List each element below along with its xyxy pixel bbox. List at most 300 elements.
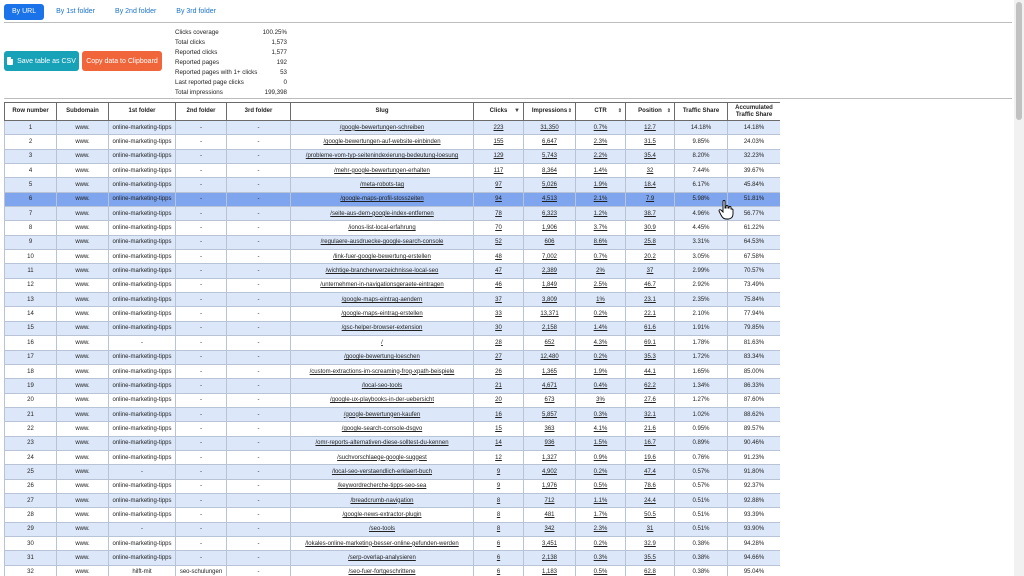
table-cell: 12 xyxy=(5,278,57,292)
table-cell: 38.7 xyxy=(626,207,675,221)
table-cell: - xyxy=(227,436,291,450)
table-row[interactable] xyxy=(5,221,781,235)
table-row[interactable] xyxy=(5,393,781,407)
table-cell: 1 xyxy=(5,121,57,135)
table-cell: 33 xyxy=(474,307,524,321)
save-csv-button[interactable] xyxy=(4,51,79,71)
table-cell: 8.6% xyxy=(576,235,626,249)
table-cell: 3.31% xyxy=(675,235,728,249)
table-cell: 93.39% xyxy=(728,508,781,522)
table-cell: 117 xyxy=(474,164,524,178)
table-cell: 5,743 xyxy=(524,149,576,163)
table-cell[interactable]: /lokales-online-marketing-besser-online-gefunden-werden xyxy=(291,536,474,550)
table-cell: 1.4% xyxy=(576,164,626,178)
table-cell: - xyxy=(227,422,291,436)
table-cell: www. xyxy=(57,479,109,493)
table-cell: - xyxy=(227,536,291,550)
table-cell[interactable]: /seite-aus-dem-google-index-entfernen xyxy=(291,207,474,221)
table-cell: 5,026 xyxy=(524,178,576,192)
table-cell: - xyxy=(176,135,227,149)
table-cell: - xyxy=(176,221,227,235)
table-cell: 2.10% xyxy=(675,307,728,321)
table-cell: www. xyxy=(57,250,109,264)
table-cell: online-marketing-tipps xyxy=(109,479,176,493)
table-cell[interactable]: /keywordrecherche-tipps-seo-sea xyxy=(291,479,474,493)
table-cell: www. xyxy=(57,192,109,206)
table-cell: online-marketing-tipps xyxy=(109,321,176,335)
column-header[interactable] xyxy=(474,103,524,121)
table-cell: 2.5% xyxy=(576,278,626,292)
table-cell: 24.03% xyxy=(728,135,781,149)
table-cell: - xyxy=(227,250,291,264)
table-cell: 2 xyxy=(5,135,57,149)
table-row[interactable] xyxy=(5,422,781,436)
table-cell: 79.85% xyxy=(728,321,781,335)
table-row[interactable] xyxy=(5,522,781,536)
table-cell: 673 xyxy=(524,393,576,407)
stat-value: 1,573 xyxy=(271,39,287,46)
column-header[interactable] xyxy=(626,103,675,121)
table-cell: 223 xyxy=(474,121,524,135)
table-cell: 1.2% xyxy=(576,207,626,221)
scrollbar-thumb[interactable] xyxy=(1016,2,1022,120)
table-cell[interactable]: /meta-robots-tag xyxy=(291,178,474,192)
table-row[interactable] xyxy=(5,336,781,350)
table-cell: 14.18% xyxy=(675,121,728,135)
table-cell: 92.37% xyxy=(728,479,781,493)
table-cell[interactable]: /google-bewertungen-schreiben xyxy=(291,121,474,135)
table-cell: 0.2% xyxy=(576,536,626,550)
table-cell: - xyxy=(176,235,227,249)
table-cell: - xyxy=(227,235,291,249)
table-row[interactable] xyxy=(5,508,781,522)
table-cell: - xyxy=(176,149,227,163)
table-row[interactable] xyxy=(5,407,781,421)
table-cell: 37 xyxy=(626,264,675,278)
table-row[interactable] xyxy=(5,436,781,450)
table-cell[interactable]: /local-seo-tools xyxy=(291,379,474,393)
table-cell: 78 xyxy=(474,207,524,221)
table-cell: 0.38% xyxy=(675,565,728,576)
table-cell: 31,350 xyxy=(524,121,576,135)
sort-icon[interactable]: ⇕ xyxy=(666,108,671,114)
table-cell[interactable]: /breadcrumb-navigation xyxy=(291,493,474,507)
table-cell[interactable]: /suchvorschlaege-google-suggest xyxy=(291,450,474,464)
sort-icon[interactable]: ⇕ xyxy=(617,108,622,114)
table-cell: - xyxy=(176,264,227,278)
table-row[interactable] xyxy=(5,164,781,178)
table-cell: - xyxy=(176,250,227,264)
stat-label: Last reported page clicks xyxy=(175,79,244,86)
table-cell: 6,647 xyxy=(524,135,576,149)
table-cell: 24 xyxy=(5,450,57,464)
table-cell: 6 xyxy=(474,551,524,565)
table-row[interactable] xyxy=(5,379,781,393)
table-cell: 86.33% xyxy=(728,379,781,393)
table-cell: www. xyxy=(57,493,109,507)
table-cell: 0.5% xyxy=(576,479,626,493)
table-cell: 70.57% xyxy=(728,264,781,278)
table-cell: 31 xyxy=(5,551,57,565)
column-header-label: Impressions xyxy=(531,108,568,114)
table-cell: 39.67% xyxy=(728,164,781,178)
table-cell: www. xyxy=(57,221,109,235)
column-header[interactable] xyxy=(576,103,626,121)
table-cell: 8 xyxy=(474,522,524,536)
table-cell[interactable]: /local-seo-verstaendlich-erklaert-buch xyxy=(291,465,474,479)
table-cell: 90.46% xyxy=(728,436,781,450)
table-cell: www. xyxy=(57,465,109,479)
table-cell: 4.3% xyxy=(576,336,626,350)
table-cell: - xyxy=(227,321,291,335)
table-cell[interactable]: /custom-extractions-im-screaming-frog-xpath-beispiele xyxy=(291,364,474,378)
table-row[interactable] xyxy=(5,121,781,135)
copy-clipboard-label: Copy data to Clipboard xyxy=(86,57,158,65)
table-cell: 25 xyxy=(5,465,57,479)
table-cell: 17 xyxy=(5,350,57,364)
table-cell: 78.6 xyxy=(626,479,675,493)
table-cell: 61.6 xyxy=(626,321,675,335)
column-header-label: Subdomain xyxy=(66,108,99,114)
table-cell: - xyxy=(176,207,227,221)
table-cell: www. xyxy=(57,121,109,135)
table-header-row xyxy=(5,103,781,121)
table-row[interactable] xyxy=(5,235,781,249)
tab-by-2nd-folder[interactable]: By 2nd folder xyxy=(115,8,157,15)
table-cell: - xyxy=(176,551,227,565)
table-row[interactable] xyxy=(5,135,781,149)
table-cell: online-marketing-tipps xyxy=(109,250,176,264)
table-cell: 95.04% xyxy=(728,565,781,576)
table-cell: 155 xyxy=(474,135,524,149)
table-cell: 0.7% xyxy=(576,250,626,264)
tab-by-url[interactable]: By URL xyxy=(4,4,44,20)
table-cell: seo-schulungen xyxy=(176,565,227,576)
table-cell: - xyxy=(109,522,176,536)
table-cell: 31.5 xyxy=(626,135,675,149)
table-cell: 20.2 xyxy=(626,250,675,264)
table-cell: - xyxy=(227,135,291,149)
table-row[interactable] xyxy=(5,465,781,479)
table-cell: - xyxy=(227,192,291,206)
table-cell: online-marketing-tipps xyxy=(109,264,176,278)
table-cell[interactable]: /google-maps-profil-stosszeiten xyxy=(291,192,474,206)
table-cell[interactable]: /mehr-google-bewertungen-erhalten xyxy=(291,164,474,178)
table-cell: www. xyxy=(57,235,109,249)
table-cell: online-marketing-tipps xyxy=(109,364,176,378)
stat-label: Clicks coverage xyxy=(175,29,219,36)
table-cell: 5,857 xyxy=(524,407,576,421)
table-cell: www. xyxy=(57,307,109,321)
table-cell: 0.3% xyxy=(576,551,626,565)
tab-by-1st-folder[interactable]: By 1st folder xyxy=(56,8,96,15)
column-header[interactable] xyxy=(524,103,576,121)
table-cell: - xyxy=(227,379,291,393)
table-cell: 0.7% xyxy=(576,121,626,135)
table-row[interactable] xyxy=(5,178,781,192)
table-cell: 70 xyxy=(474,221,524,235)
table-cell: - xyxy=(227,307,291,321)
table-cell: - xyxy=(227,479,291,493)
table-row[interactable] xyxy=(5,321,781,335)
table-cell[interactable]: /link-fuer-google-bewertung-erstellen xyxy=(291,250,474,264)
table-cell: 8.20% xyxy=(675,149,728,163)
table-cell: 7,002 xyxy=(524,250,576,264)
table-cell: online-marketing-tipps xyxy=(109,551,176,565)
table-cell: 1,183 xyxy=(524,565,576,576)
table-cell: 77.94% xyxy=(728,307,781,321)
table-cell: www. xyxy=(57,422,109,436)
table-cell: 27.6 xyxy=(626,393,675,407)
stat-label: Reported clicks xyxy=(175,49,218,56)
table-cell: online-marketing-tipps xyxy=(109,536,176,550)
table-cell: 56.77% xyxy=(728,207,781,221)
page-scrollbar[interactable] xyxy=(1014,0,1024,576)
table-cell[interactable]: /ionos-list-local-erfahrung xyxy=(291,221,474,235)
table-cell: 2.99% xyxy=(675,264,728,278)
table-cell: 93.90% xyxy=(728,522,781,536)
table-cell: - xyxy=(176,336,227,350)
stat-label: Reported pages with 1+ clicks xyxy=(175,69,258,76)
table-cell: 19 xyxy=(5,379,57,393)
column-header-label: 1st folder xyxy=(128,108,156,114)
table-row[interactable] xyxy=(5,450,781,464)
stat-row xyxy=(175,88,287,98)
table-cell: 2,389 xyxy=(524,264,576,278)
table-cell: - xyxy=(227,264,291,278)
table-cell: 4 xyxy=(5,164,57,178)
table-cell: www. xyxy=(57,407,109,421)
table-cell: - xyxy=(227,551,291,565)
table-cell: online-marketing-tipps xyxy=(109,422,176,436)
column-header-label: 2nd folder xyxy=(186,108,216,114)
table-cell: 92.88% xyxy=(728,493,781,507)
table-row[interactable] xyxy=(5,278,781,292)
table-cell: www. xyxy=(57,149,109,163)
table-cell: online-marketing-tipps xyxy=(109,350,176,364)
table-cell: 87.60% xyxy=(728,393,781,407)
table-row[interactable] xyxy=(5,250,781,264)
table-cell: 2.1% xyxy=(576,192,626,206)
table-cell[interactable]: /google-news-extractor-plugin xyxy=(291,508,474,522)
table-cell: 8 xyxy=(474,493,524,507)
table-cell: 30 xyxy=(474,321,524,335)
table-cell: 9 xyxy=(474,479,524,493)
table-cell: - xyxy=(176,493,227,507)
table-cell: www. xyxy=(57,178,109,192)
table-cell: 9 xyxy=(474,465,524,479)
table-cell: 21.6 xyxy=(626,422,675,436)
table-cell: 1.5% xyxy=(576,436,626,450)
table-cell: 3,809 xyxy=(524,293,576,307)
table-cell: www. xyxy=(57,364,109,378)
table-cell[interactable]: /wichtige-branchenverzeichnisse-local-seo xyxy=(291,264,474,278)
table-cell: 16 xyxy=(5,336,57,350)
table-cell: 1.27% xyxy=(675,393,728,407)
table-row[interactable] xyxy=(5,565,781,576)
table-cell: 4,513 xyxy=(524,192,576,206)
table-cell[interactable]: /google-maps-eintrag-aendern xyxy=(291,293,474,307)
table-cell: - xyxy=(176,121,227,135)
table-row[interactable] xyxy=(5,364,781,378)
table-cell: 4.96% xyxy=(675,207,728,221)
table-cell[interactable]: /seo-tools xyxy=(291,522,474,536)
stat-value: 0 xyxy=(283,79,287,86)
stat-value: 100.25% xyxy=(262,29,287,36)
table-cell: 13 xyxy=(5,293,57,307)
table-cell: 0.4% xyxy=(576,379,626,393)
column-header-label: 3rd folder xyxy=(244,108,273,114)
table-cell: www. xyxy=(57,350,109,364)
table-cell: online-marketing-tipps xyxy=(109,207,176,221)
table-cell: 50.5 xyxy=(626,508,675,522)
table-row[interactable] xyxy=(5,493,781,507)
table-cell: 6 xyxy=(474,536,524,550)
table-cell: 3 xyxy=(5,149,57,163)
table-cell: 4.1% xyxy=(576,422,626,436)
table-cell: online-marketing-tipps xyxy=(109,450,176,464)
table-cell[interactable]: /seo-fuer-fortgeschrittene xyxy=(291,565,474,576)
table-cell: 44.1 xyxy=(626,364,675,378)
table-cell[interactable]: /unternehmen-in-navigationsgeraete-eintragen xyxy=(291,278,474,292)
table-cell: 62.8 xyxy=(626,565,675,576)
table-cell: 89.57% xyxy=(728,422,781,436)
table-cell[interactable]: /gsc-helper-browser-extension xyxy=(291,321,474,335)
table-cell: 6.17% xyxy=(675,178,728,192)
table-cell: 75.84% xyxy=(728,293,781,307)
table-cell: 1.72% xyxy=(675,350,728,364)
table-cell: 30.9 xyxy=(626,221,675,235)
table-cell: 73.49% xyxy=(728,278,781,292)
table-cell: 1% xyxy=(576,293,626,307)
table-cell: - xyxy=(227,522,291,536)
table-cell[interactable]: /probleme-vom-typ-seitenindexierung-bedeutung-loesung xyxy=(291,149,474,163)
table-cell: 48 xyxy=(474,250,524,264)
table-cell[interactable]: /google-bewertung-loeschen xyxy=(291,350,474,364)
table-cell: 1.1% xyxy=(576,493,626,507)
table-row[interactable] xyxy=(5,551,781,565)
table-cell: 20 xyxy=(5,393,57,407)
table-cell[interactable]: /google-search-console-dsgvo xyxy=(291,422,474,436)
table-cell: - xyxy=(227,450,291,464)
table-cell: - xyxy=(176,536,227,550)
table-cell: - xyxy=(227,121,291,135)
table-cell: www. xyxy=(57,565,109,576)
stats-panel xyxy=(175,28,287,98)
table-row[interactable] xyxy=(5,207,781,221)
table-cell: - xyxy=(176,479,227,493)
table-cell: 0.51% xyxy=(675,508,728,522)
tab-by-3rd-folder[interactable]: By 3rd folder xyxy=(176,8,216,15)
table-cell: 37 xyxy=(474,293,524,307)
table-cell: 94 xyxy=(474,192,524,206)
copy-clipboard-button[interactable] xyxy=(82,51,162,71)
table-cell: www. xyxy=(57,436,109,450)
sort-icon[interactable]: ⇕ xyxy=(567,108,572,114)
table-cell: www. xyxy=(57,278,109,292)
column-header-label: Row number xyxy=(12,108,49,114)
table-cell[interactable]: /google-ux-playbooks-in-der-uebersicht xyxy=(291,393,474,407)
table-cell[interactable]: /google-bewertungen-kaufen xyxy=(291,407,474,421)
table-cell: hilft-mit xyxy=(109,565,176,576)
table-cell: 2.2% xyxy=(576,149,626,163)
table-cell: online-marketing-tipps xyxy=(109,149,176,163)
table-cell: 22.1 xyxy=(626,307,675,321)
table-cell: www. xyxy=(57,379,109,393)
column-header xyxy=(675,103,728,121)
table-cell[interactable]: /omr-reports-alternativen-diese-solltest-du-kennen xyxy=(291,436,474,450)
table-row[interactable] xyxy=(5,350,781,364)
table-cell[interactable]: / xyxy=(291,336,474,350)
table-row[interactable] xyxy=(5,307,781,321)
table-cell: 4,902 xyxy=(524,465,576,479)
table-cell: - xyxy=(176,465,227,479)
table-cell: 1.9% xyxy=(576,178,626,192)
column-header xyxy=(728,103,781,121)
view-tabs xyxy=(4,4,228,20)
table-cell: 3.05% xyxy=(675,250,728,264)
sort-desc-icon[interactable]: ▼ xyxy=(514,108,520,114)
table-row[interactable] xyxy=(5,192,781,206)
section-divider xyxy=(4,98,1012,99)
table-cell: 97 xyxy=(474,178,524,192)
table-cell[interactable]: /google-maps-eintrag-erstellen xyxy=(291,307,474,321)
table-cell: 24.4 xyxy=(626,493,675,507)
table-row[interactable] xyxy=(5,149,781,163)
table-row[interactable] xyxy=(5,536,781,550)
table-cell: 35.5 xyxy=(626,551,675,565)
table-cell[interactable]: /google-bewertungen-auf-website-einbinden xyxy=(291,135,474,149)
tabs-divider xyxy=(4,22,1012,23)
table-cell: 12 xyxy=(474,450,524,464)
table-cell: 1,849 xyxy=(524,278,576,292)
table-cell: 35.3 xyxy=(626,350,675,364)
table-row[interactable] xyxy=(5,479,781,493)
table-row[interactable] xyxy=(5,264,781,278)
table-cell: 2,138 xyxy=(524,551,576,565)
table-cell: - xyxy=(227,393,291,407)
table-cell: www. xyxy=(57,207,109,221)
table-cell: 14 xyxy=(5,307,57,321)
table-cell: - xyxy=(227,336,291,350)
table-cell: - xyxy=(109,336,176,350)
table-cell: 14.18% xyxy=(728,121,781,135)
stat-value: 1,577 xyxy=(271,49,287,56)
table-row[interactable] xyxy=(5,293,781,307)
table-cell: 29 xyxy=(5,522,57,536)
column-header-label: Position xyxy=(638,108,662,114)
table-cell: - xyxy=(176,422,227,436)
table-cell: - xyxy=(227,164,291,178)
table-cell: 3.7% xyxy=(576,221,626,235)
column-header xyxy=(5,103,57,121)
table-cell[interactable]: /regulaere-ausdruecke-google-search-console xyxy=(291,235,474,249)
column-header xyxy=(109,103,176,121)
table-cell: online-marketing-tipps xyxy=(109,508,176,522)
table-cell: www. xyxy=(57,164,109,178)
table-cell: 45.84% xyxy=(728,178,781,192)
table-cell[interactable]: /serp-overlap-analysieren xyxy=(291,551,474,565)
table-cell: online-marketing-tipps xyxy=(109,493,176,507)
table-cell: 0.2% xyxy=(576,350,626,364)
table-cell: 20 xyxy=(474,393,524,407)
table-cell: 4.45% xyxy=(675,221,728,235)
table-cell: online-marketing-tipps xyxy=(109,221,176,235)
table-cell: 606 xyxy=(524,235,576,249)
column-header-label: Traffic Share xyxy=(682,108,720,114)
table-cell: 0.3% xyxy=(576,407,626,421)
table-cell: - xyxy=(227,565,291,576)
